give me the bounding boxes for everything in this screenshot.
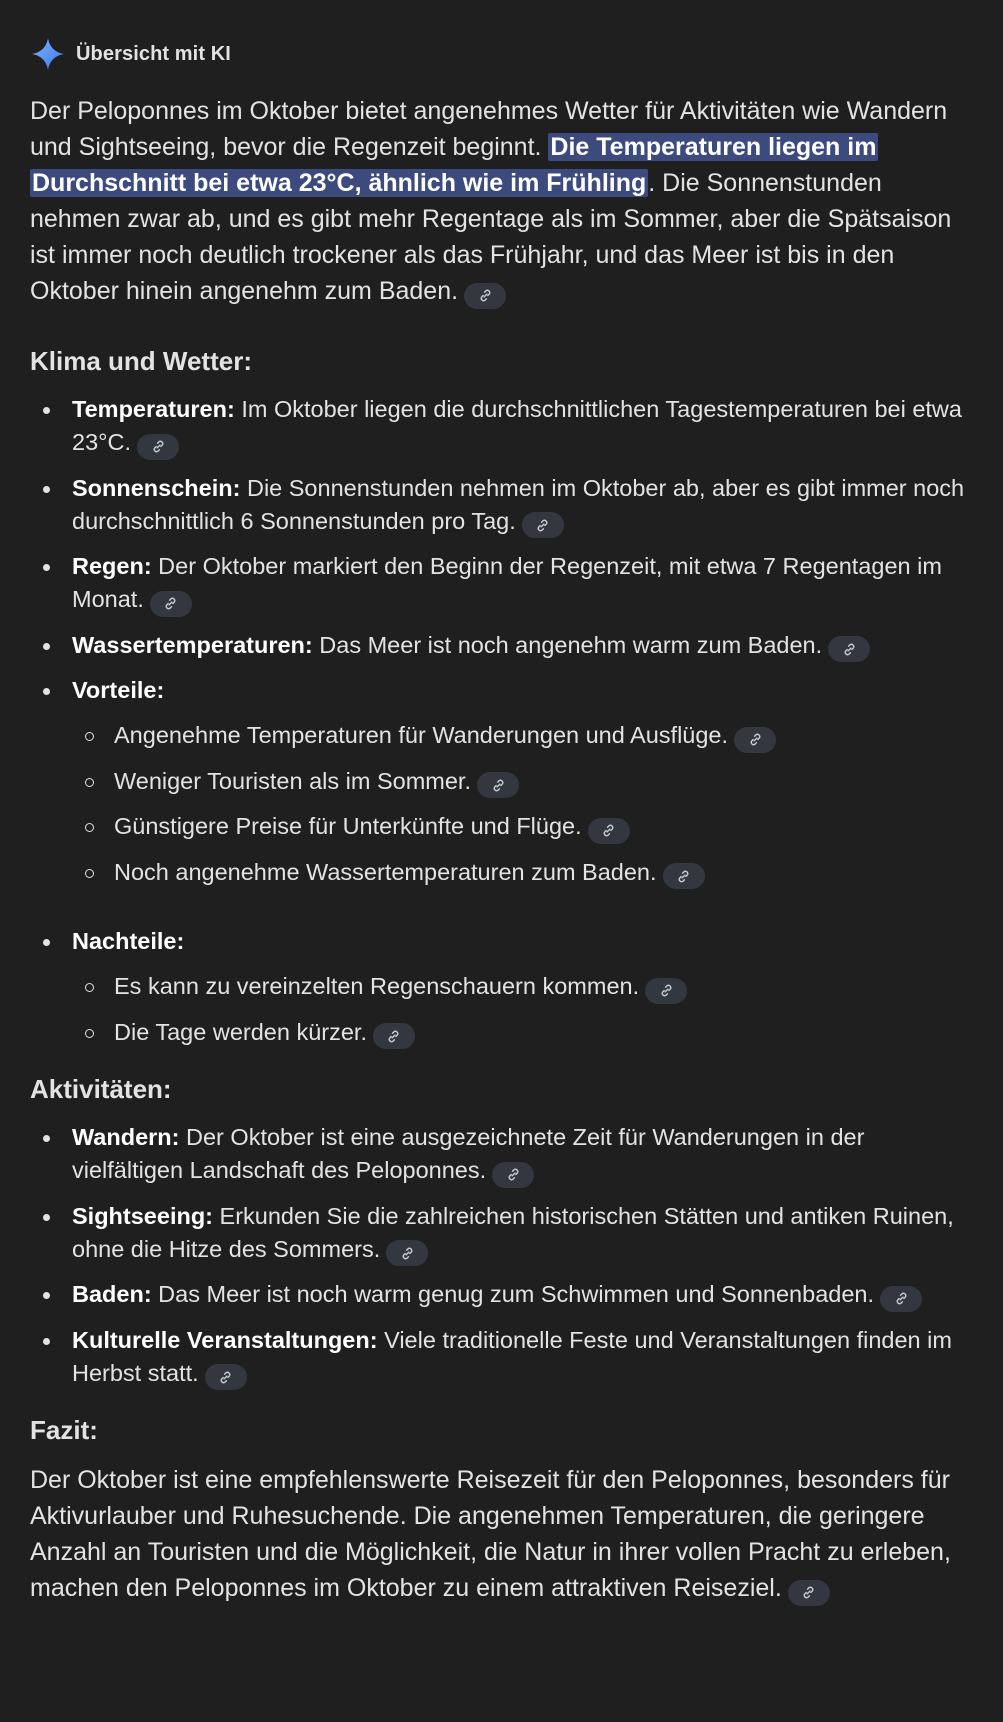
sub-list-item bbox=[72, 765, 973, 799]
source-link-button[interactable] bbox=[663, 863, 705, 889]
item-text: Günstigere Preise für Unterkünfte und Flüge. bbox=[114, 813, 582, 839]
item-label: Sightseeing: bbox=[72, 1202, 214, 1229]
link-icon bbox=[151, 439, 166, 454]
highlighted-text: Die Temperaturen liegen im Durchschnitt bei etwa 23°C, ähnlich wie im Frühling bbox=[32, 133, 877, 197]
section-heading-klima: Klima und Wetter: bbox=[30, 346, 252, 376]
source-link-button[interactable] bbox=[137, 434, 179, 460]
link-icon bbox=[535, 518, 550, 533]
item-text: Angenehme Temperaturen für Wanderungen und Ausflüge. bbox=[114, 722, 729, 748]
list-item bbox=[30, 629, 973, 663]
link-icon bbox=[163, 596, 178, 611]
source-link-button[interactable] bbox=[477, 772, 519, 798]
list-item bbox=[30, 1121, 973, 1188]
source-link-button[interactable] bbox=[386, 1240, 428, 1266]
link-icon bbox=[659, 983, 674, 998]
link-icon bbox=[748, 732, 763, 747]
section-heading-fazit: Fazit: bbox=[30, 1415, 98, 1445]
item-text: Erkunden Sie die zahlreichen historischen Stätten und antiken Ruinen, ohne die Hitze des Sommers. bbox=[72, 1202, 954, 1262]
link-icon bbox=[400, 1246, 415, 1261]
item-text: Noch angenehme Wassertemperaturen zum Baden. bbox=[114, 858, 657, 885]
item-label: Wandern: bbox=[72, 1124, 180, 1150]
link-icon bbox=[601, 823, 616, 838]
link-icon bbox=[801, 1585, 816, 1600]
list-item bbox=[30, 472, 973, 539]
list-item-vorteile bbox=[30, 674, 973, 913]
ai-overview bbox=[0, 26, 1003, 1606]
source-link-button[interactable] bbox=[205, 1364, 247, 1390]
vorteile-list bbox=[72, 719, 973, 889]
item-label: Vorteile: bbox=[72, 677, 165, 703]
sub-list-item bbox=[72, 810, 973, 844]
section-heading-aktivitaeten: Aktivitäten: bbox=[30, 1074, 172, 1104]
overview-title: Übersicht mit KI bbox=[76, 42, 231, 65]
link-icon bbox=[218, 1370, 233, 1385]
overview-header bbox=[30, 26, 973, 82]
aktivitaeten-list bbox=[30, 1121, 973, 1390]
source-link-button[interactable] bbox=[150, 591, 192, 617]
item-label: Sonnenschein: bbox=[72, 474, 241, 501]
link-icon bbox=[676, 869, 691, 884]
list-item bbox=[30, 393, 973, 460]
item-text: Weniger Touristen als im Sommer. bbox=[114, 767, 471, 794]
item-text: Das Meer ist noch angenehm warm zum Baden. bbox=[312, 631, 823, 658]
klima-list bbox=[30, 393, 973, 1049]
source-link-button[interactable] bbox=[734, 727, 776, 753]
intro-text: Der Peloponnes im Oktober bietet angenehmes Wetter für Aktivitäten wie Wandern und Sightseeing, bevor die Regenzeit beginnt. bbox=[30, 97, 948, 161]
sub-list-item bbox=[72, 970, 973, 1004]
fazit-paragraph bbox=[30, 1462, 973, 1606]
nachteile-list bbox=[72, 970, 973, 1049]
source-link-button[interactable] bbox=[880, 1286, 922, 1312]
source-link-button[interactable] bbox=[373, 1023, 415, 1049]
item-label: Regen: bbox=[72, 553, 152, 579]
item-label: Baden: bbox=[72, 1281, 152, 1307]
link-icon bbox=[478, 288, 493, 303]
sub-list-item bbox=[72, 856, 973, 890]
source-link-button[interactable] bbox=[492, 1162, 534, 1188]
link-icon bbox=[491, 778, 506, 793]
link-icon bbox=[894, 1291, 909, 1306]
item-label: Wassertemperaturen: bbox=[72, 631, 313, 658]
sub-list-item bbox=[72, 719, 973, 753]
source-link-button[interactable] bbox=[828, 636, 870, 662]
source-link-button[interactable] bbox=[645, 978, 687, 1004]
link-icon bbox=[506, 1167, 521, 1182]
intro-text-after: . Die Sonnenstunden nehmen zwar ab, und es gibt mehr Regentage als im Sommer, aber die Spätsaison ist immer noch deutlich trockener als das Frühjahr, und das Meer ist bis in den Oktober hinein angenehm zum Baden. bbox=[30, 169, 952, 305]
fazit-text: Der Oktober ist eine empfehlenswerte Reisezeit für den Peloponnes, besonders für Aktivurlauber und Ruhesuchende. Die angenehmen Temperaturen, die geringere Anzahl an Touristen und die Möglichkeit, die Natur in ihrer vollen Pracht zu erleben, machen den Peloponnes im Oktober zu einem attraktiven Reiseziel. bbox=[30, 1466, 951, 1602]
item-text: Der Oktober ist eine ausgezeichnete Zeit für Wanderungen in der vielfältigen Landschaft des Peloponnes. bbox=[72, 1124, 865, 1183]
intro-paragraph bbox=[30, 93, 973, 309]
link-icon bbox=[842, 642, 857, 657]
item-text: Der Oktober markiert den Beginn der Regenzeit, mit etwa 7 Regentagen im Monat. bbox=[72, 553, 942, 612]
item-text: Viele traditionelle Feste und Veranstaltungen finden im Herbst statt. bbox=[72, 1326, 952, 1386]
item-text: Die Sonnenstunden nehmen im Oktober ab, aber es gibt immer noch durchschnittlich 6 Sonnenstunden pro Tag. bbox=[72, 474, 965, 534]
sparkle-icon bbox=[30, 36, 66, 72]
link-icon bbox=[386, 1029, 401, 1044]
source-link-button[interactable] bbox=[464, 283, 506, 309]
list-item-nachteile bbox=[30, 925, 973, 1049]
item-label: Kulturelle Veranstaltungen: bbox=[72, 1326, 378, 1353]
source-link-button[interactable] bbox=[522, 512, 564, 538]
source-link-button[interactable] bbox=[588, 818, 630, 844]
sub-list-item bbox=[72, 1016, 973, 1050]
item-text: Die Tage werden kürzer. bbox=[114, 1018, 367, 1045]
item-text: Es kann zu vereinzelten Regenschauern kommen. bbox=[114, 973, 640, 999]
item-label: Temperaturen: bbox=[72, 396, 235, 422]
item-label: Nachteile: bbox=[72, 928, 185, 954]
list-item bbox=[30, 550, 973, 617]
item-text: Das Meer ist noch warm genug zum Schwimmen und Sonnenbaden. bbox=[151, 1281, 875, 1307]
list-item bbox=[30, 1278, 973, 1312]
list-item bbox=[30, 1324, 973, 1391]
source-link-button[interactable] bbox=[788, 1580, 830, 1606]
list-item bbox=[30, 1200, 973, 1267]
item-text: Im Oktober liegen die durchschnittlichen Tagestemperaturen bei etwa 23°C. bbox=[72, 396, 962, 455]
